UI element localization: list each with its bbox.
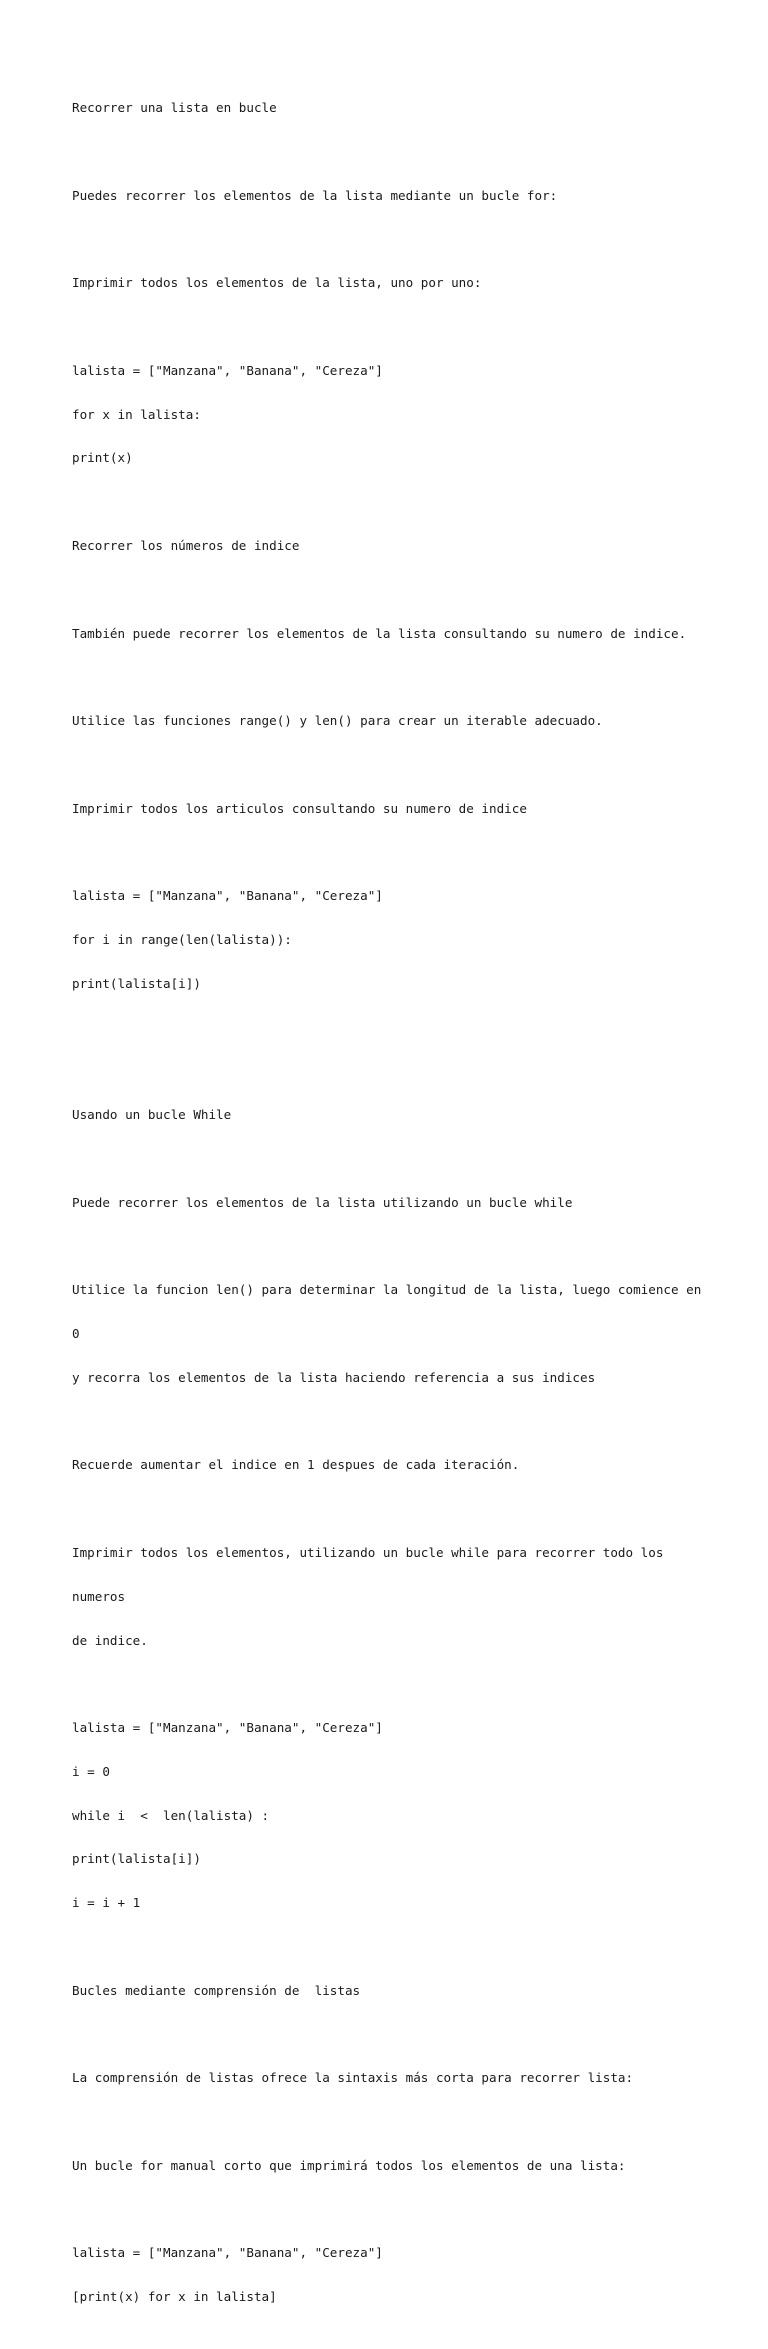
text-line: Utilice las funciones range() y len() para crear un iterable adecuado. [72,713,603,729]
text-line: Imprimir todos los elementos de la lista, uno por uno: [72,275,482,291]
heading-numeros-indice [72,510,712,583]
code-line: lalista = ["Manzana", "Banana", "Cereza"] [72,888,383,904]
text-line: Recorrer una lista en bucle [72,100,277,116]
code-block-while-loop [72,1692,712,1940]
code-line: lalista = ["Manzana", "Banana", "Cereza"] [72,1720,383,1736]
text-line: Recorrer los números de indice [72,538,300,553]
text-line: Puede recorrer los elementos de la lista utilizando un bucle while [72,1194,573,1210]
text-line: Puedes recorrer los elementos de la lista mediante un bucle for: [72,187,558,203]
code-line: lalista = ["Manzana", "Banana", "Cereza"] [72,2245,383,2261]
code-line: [print(x) for x in lalista] [72,2289,277,2305]
text-line: También puede recorrer los elementos de la lista consultando su numero de indice. [72,625,687,641]
code-line: for i in range(len(lalista)): [72,932,292,948]
paragraph-imprimir-uno-por-uno [72,247,712,320]
code-line: while i < len(lalista) : [72,1807,270,1823]
paragraph-comprension-sintaxis [72,2042,712,2115]
paragraph-len-while [72,1254,712,1415]
heading-comprension-listas [72,1955,712,2028]
code-block-for-loop [72,335,712,496]
code-block-comprehension [72,2217,712,2334]
heading-bucle-while [72,1079,712,1152]
paragraph-imprimir-while [72,1517,712,1678]
text-line: Recuerde aumentar el indice en 1 despues de cada iteración. [72,1457,520,1473]
text-line: Un bucle for manual corto que imprimirá todos los elementos de una lista: [72,2157,626,2173]
text-line: Usando un bucle While [72,1107,232,1123]
text-line: y recorra los elementos de la lista haciendo referencia a sus indices [72,1369,596,1385]
text-line: 0 [72,1326,80,1342]
text-line: numeros [72,1588,126,1604]
heading-recorrer-lista [72,72,712,145]
code-line: print(lalista[i]) [72,975,201,991]
text-line: Imprimir todos los articulos consultando su numero de indice [72,800,527,816]
code-line [72,1021,712,1036]
paragraph-bucle-corto [72,2130,712,2203]
text-line: de indice. [72,1632,148,1648]
paragraph-indice [72,597,712,670]
text-line: Imprimir todos los elementos, utilizando un bucle while para recorrer todo los [72,1544,664,1560]
code-line: print(x) [72,450,133,466]
code-line: for x in lalista: [72,406,201,422]
paragraph-while-intro [72,1167,712,1240]
paragraph-range-len [72,685,712,758]
text-line: La comprensión de listas ofrece la sintaxis más corta para recorrer lista: [72,2070,634,2086]
paragraph-imprimir-articulos [72,773,712,846]
code-block-range-loop [72,860,712,1064]
text-line: Bucles mediante comprensión de listas [72,1982,361,1998]
document-page [72,72,712,2349]
code-line: i = 0 [72,1763,110,1779]
code-line: i = i + 1 [72,1895,141,1911]
code-line: print(lalista[i]) [72,1851,201,1867]
paragraph-intro-for [72,160,712,233]
text-line: Utilice la funcion len() para determinar la longitud de la lista, luego comience en [72,1282,702,1298]
code-line: lalista = ["Manzana", "Banana", "Cereza"] [72,362,383,378]
paragraph-aumentar-indice [72,1429,712,1502]
